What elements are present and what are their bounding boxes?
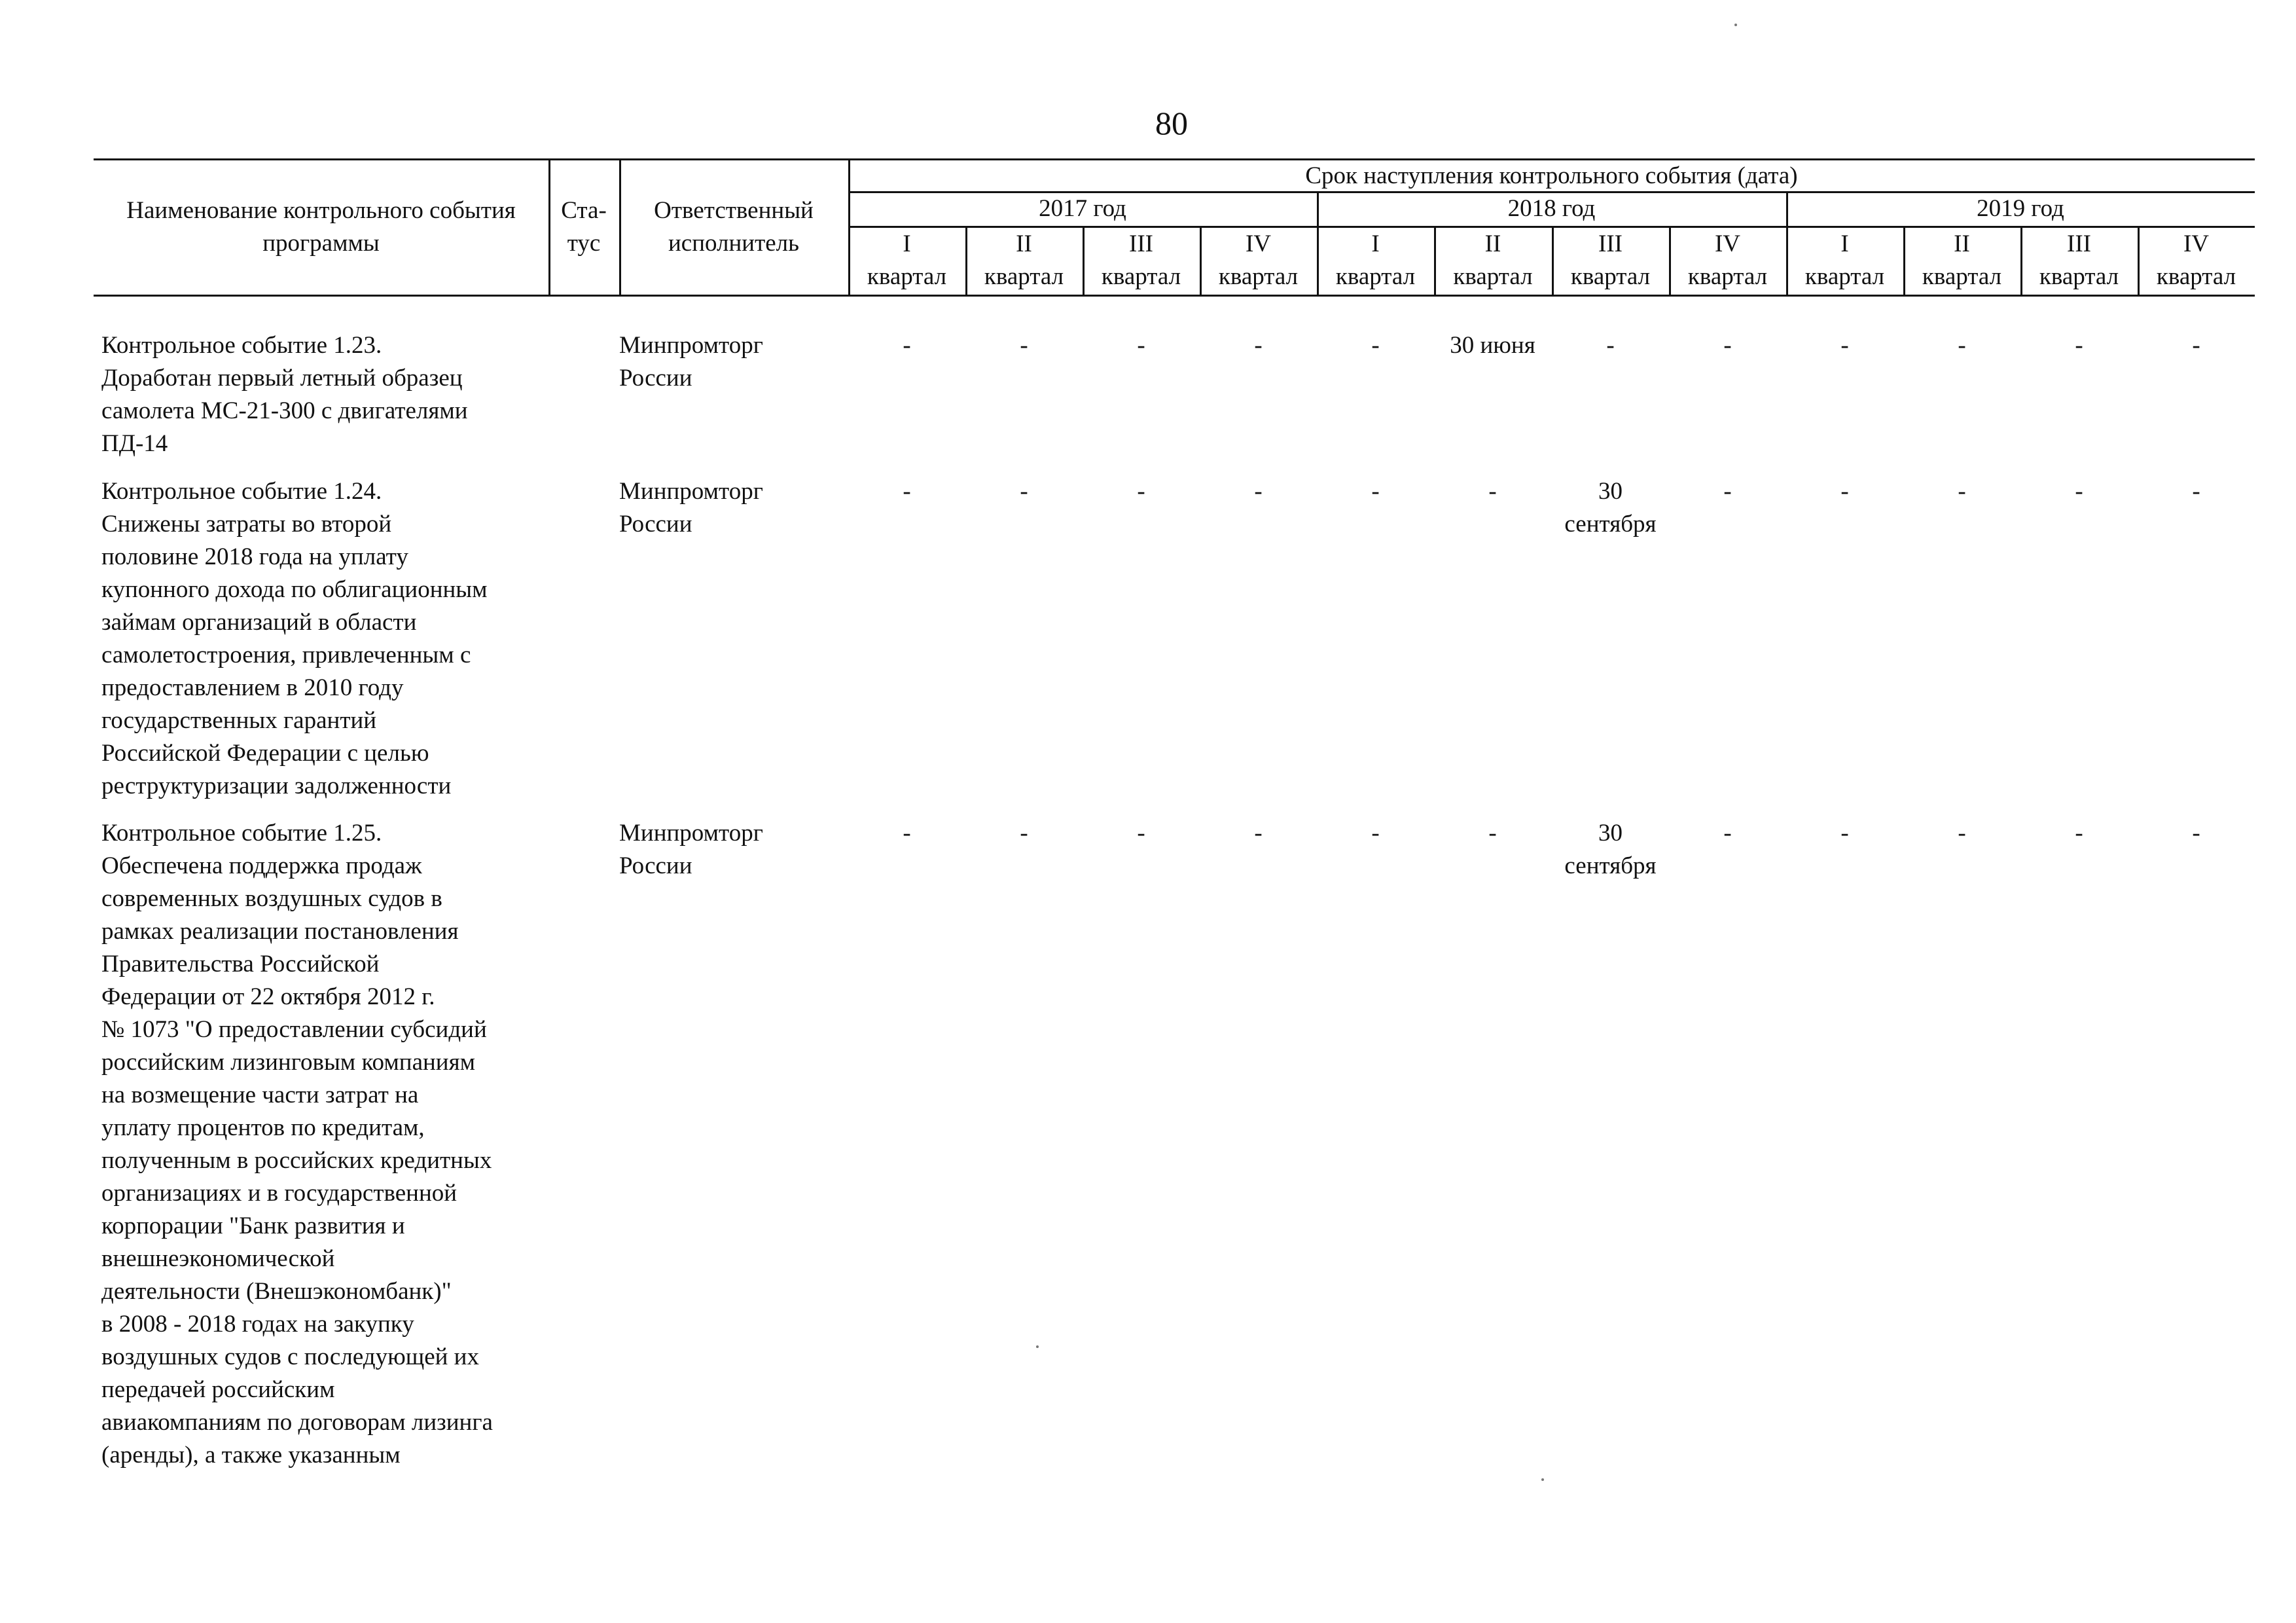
date-cell: -: [1840, 332, 1849, 359]
header-year: 2019 год: [1977, 195, 2064, 222]
executor: Минпромторг России: [619, 478, 763, 538]
header-quarter: квартал: [1335, 263, 1416, 290]
date-cell: -: [1723, 478, 1732, 505]
scan-speck: [1541, 1478, 1544, 1481]
header-quarter: квартал: [867, 263, 947, 290]
header-quarter: II: [1016, 230, 1032, 257]
header-quarter: III: [1598, 230, 1623, 257]
header-quarter: III: [1129, 230, 1153, 257]
table-rule: [94, 295, 2255, 297]
header-quarter: IV: [2183, 230, 2210, 257]
event-name: Контрольное событие 1.25. Обеспечена поддержка продаж современных воздушных судов в рамках реализации постановления Правительства Российской Федерации от 22 октября 2012 г. № 1073 "О предоставлении субсидий российским лизинговым компаниям на возмещение части затрат на уплату процентов по кредитам, полученным в российских кредитных организациях и в государственной корпорации "Банк развития и внешнеэкономической деятельности (Внешэкономбанк)" в 2008 - 2018 годах на закупку воздушных судов с последующей их передачей российским авиакомпаниям по договорам лизинга (аренды), а также указанным: [101, 820, 493, 1468]
date-cell: -: [1020, 332, 1028, 359]
date-cell: -: [1840, 478, 1849, 505]
date-cell: -: [903, 820, 911, 847]
date-cell: -: [1723, 820, 1732, 847]
date-cell: -: [1958, 332, 1966, 359]
date-cell: -: [1958, 478, 1966, 505]
header-quarter: III: [2067, 230, 2091, 257]
date-cell: -: [2075, 478, 2083, 505]
header-quarter: квартал: [1687, 263, 1768, 290]
header-quarter: квартал: [1804, 263, 1885, 290]
date-cell: -: [1723, 332, 1732, 359]
header-executor: Ответственный: [654, 197, 814, 224]
header-quarter: квартал: [2039, 263, 2119, 290]
header-year: 2018 год: [1507, 195, 1596, 222]
date-cell: -: [1254, 332, 1263, 359]
date-cell: -: [2192, 478, 2200, 505]
date-cell: 30 сентября: [1564, 820, 1657, 879]
header-quarter: квартал: [1101, 263, 1181, 290]
executor: Минпромторг России: [619, 332, 763, 392]
header-event-name: программы: [262, 230, 380, 257]
header-status: тус: [567, 230, 601, 257]
date-cell: -: [1606, 332, 1615, 359]
date-cell: -: [1488, 478, 1497, 505]
header-status: Ста-: [561, 197, 607, 224]
header-quarter: I: [1840, 230, 1849, 257]
page-number: 80: [1155, 105, 1188, 141]
date-cell: -: [1020, 478, 1028, 505]
date-cell: -: [2075, 332, 2083, 359]
date-cell: 30 июня: [1450, 332, 1535, 359]
date-cell: -: [2192, 332, 2200, 359]
date-cell: -: [1137, 820, 1145, 847]
header-quarter: квартал: [984, 263, 1064, 290]
header-quarter: II: [1484, 230, 1501, 257]
date-cell: -: [1958, 820, 1966, 847]
date-cell: -: [1371, 332, 1380, 359]
date-cell: -: [2192, 820, 2200, 847]
event-name: Контрольное событие 1.23. Доработан первый летный образец самолета МС-21-300 с двигателями ПД-14: [101, 332, 468, 457]
header-quarter: квартал: [1453, 263, 1533, 290]
date-cell: -: [1254, 820, 1263, 847]
header-deadline: Срок наступления контрольного события (дата): [1305, 162, 1798, 189]
header-executor: исполнитель: [668, 230, 800, 257]
header-quarter: квартал: [1922, 263, 2002, 290]
date-cell: -: [1254, 478, 1263, 505]
header-quarter: квартал: [1218, 263, 1299, 290]
date-cell: -: [1488, 820, 1497, 847]
scan-speck: [1734, 24, 1737, 26]
header-quarter: I: [1371, 230, 1380, 257]
header-quarter: I: [903, 230, 911, 257]
header-year: 2017 год: [1039, 195, 1126, 222]
scan-speck: [1036, 1345, 1039, 1348]
header-quarter: II: [1954, 230, 1970, 257]
header-quarter: IV: [1714, 230, 1741, 257]
header-event-name: Наименование контрольного события: [126, 197, 516, 224]
date-cell: -: [1371, 478, 1380, 505]
executor: Минпромторг России: [619, 820, 763, 879]
date-cell: -: [1840, 820, 1849, 847]
date-cell: -: [1137, 478, 1145, 505]
event-name: Контрольное событие 1.24. Снижены затраты во второй половине 2018 года на уплату купонного дохода по облигационным займам организаций в области самолетостроения, привлеченным с предоставлением в 2010 году государственных гарантий Российской Федерации с целью реструктуризации задолженности: [101, 478, 488, 799]
header-quarter: квартал: [1570, 263, 1651, 290]
date-cell: 30 сентября: [1564, 478, 1657, 538]
date-cell: -: [1020, 820, 1028, 847]
date-cell: -: [903, 332, 911, 359]
header-quarter: IV: [1245, 230, 1272, 257]
date-cell: -: [903, 478, 911, 505]
header-quarter: квартал: [2156, 263, 2236, 290]
date-cell: -: [1137, 332, 1145, 359]
date-cell: -: [1371, 820, 1380, 847]
date-cell: -: [2075, 820, 2083, 847]
